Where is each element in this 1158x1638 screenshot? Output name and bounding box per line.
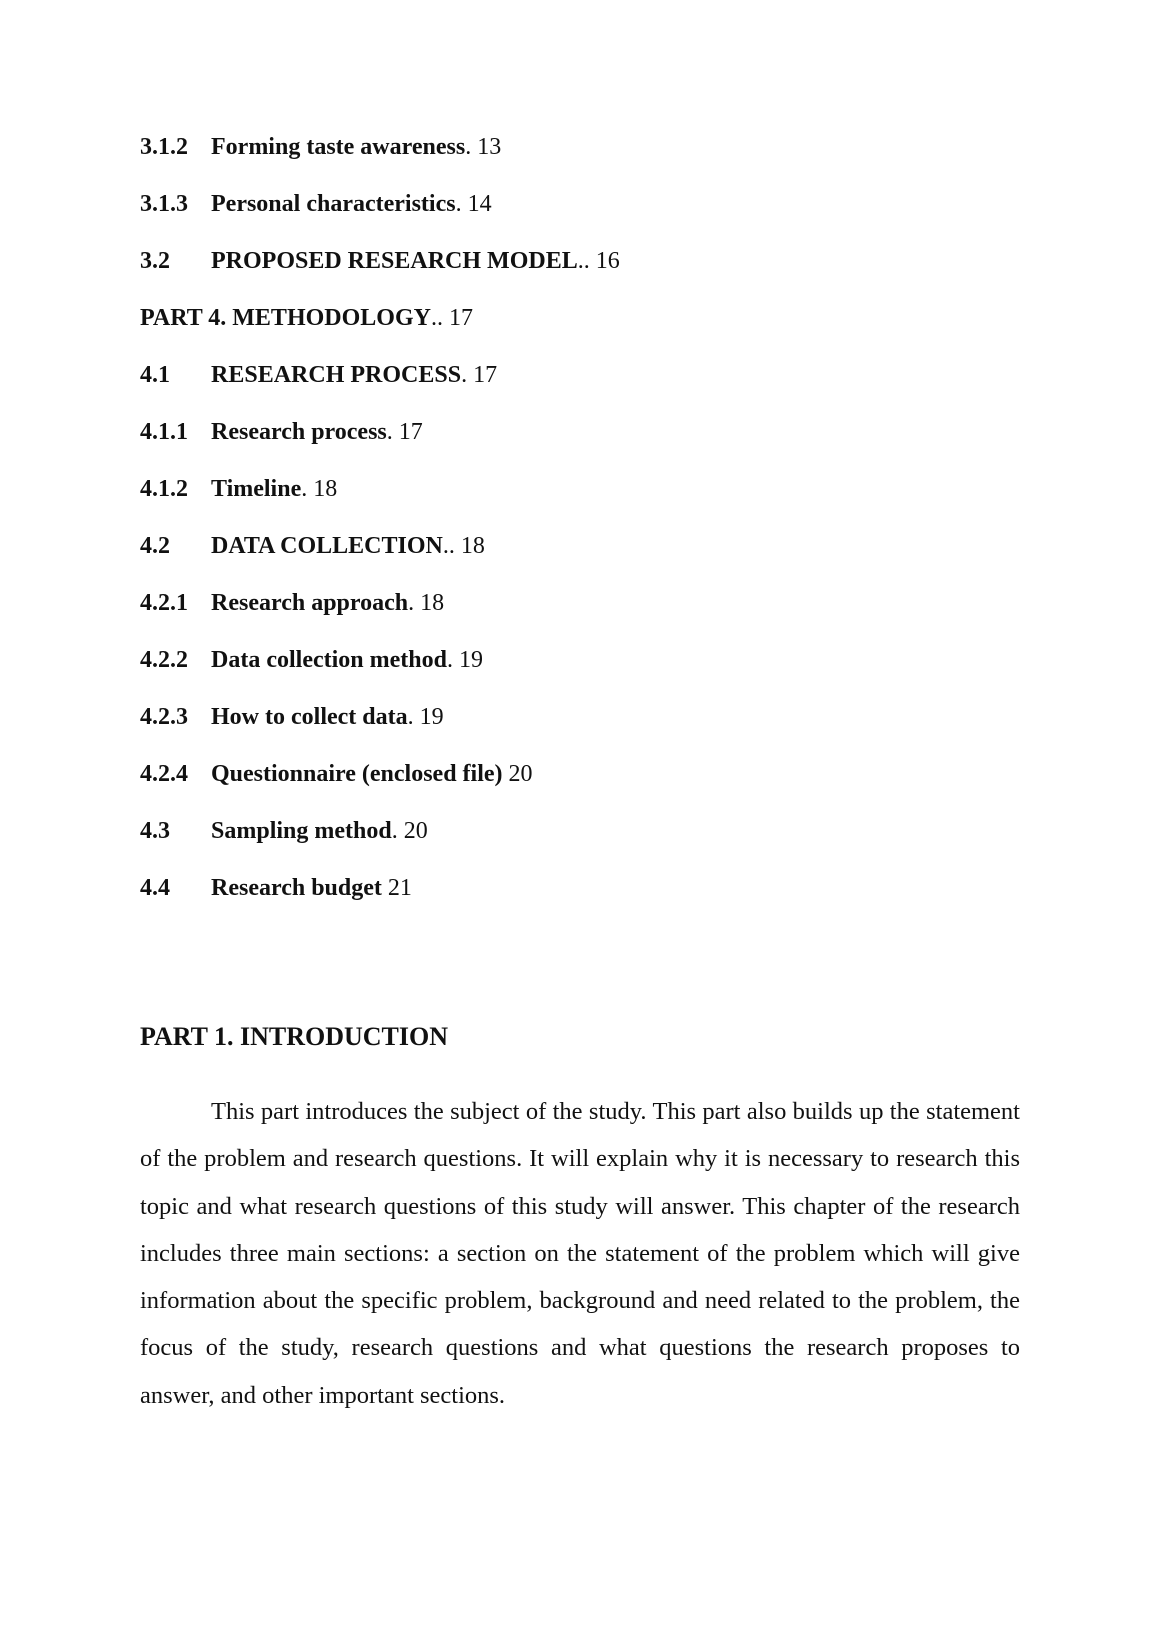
toc-entry-number: 4.2.1 bbox=[140, 590, 188, 616]
toc-entry[interactable] bbox=[140, 361, 1020, 418]
toc-entry-title: Sampling method bbox=[211, 818, 392, 844]
toc-entry[interactable] bbox=[140, 703, 1020, 760]
toc-entry-title: Research process bbox=[211, 419, 387, 445]
toc-entry-title: Data collection method bbox=[211, 647, 447, 673]
toc-entry-title: How to collect data bbox=[211, 704, 408, 730]
toc-entry-number: 4.1.1 bbox=[140, 419, 188, 445]
toc-entry-leader: . bbox=[386, 419, 399, 445]
toc-entry-leader: .. bbox=[442, 533, 461, 559]
toc-entry-page: 19 bbox=[419, 704, 444, 730]
toc-entry-title: Forming taste awareness bbox=[211, 134, 466, 160]
toc-entry-title: Research approach bbox=[211, 590, 409, 616]
toc-entry-title: Questionnaire (enclosed file) bbox=[211, 761, 503, 787]
toc-entry-number: 3.1.3 bbox=[140, 191, 188, 217]
toc-entry-page: 18 bbox=[313, 476, 338, 502]
toc-entry[interactable] bbox=[140, 304, 1020, 361]
toc-entry[interactable] bbox=[140, 760, 1020, 817]
toc-entry-title: PART 4. METHODOLOGY bbox=[140, 305, 431, 331]
toc-entry-leader: . bbox=[455, 191, 468, 217]
intro-paragraph: This part introduces the subject of the study. This part also builds up the statement of the problem and research questions. It will explain why it is necessary to research this topic and what research questions of this study will answer. This chapter of the research includes three main sections: a section on the statement of the problem which will give information about the specific problem, background and need related to the problem, the focus of the study, research questions and what questions the research proposes to answer, and other important sections. bbox=[140, 1098, 1020, 1409]
toc-entry-number: 3.2 bbox=[140, 248, 170, 274]
toc-entry-leader: . bbox=[461, 362, 474, 388]
toc-entry-leader: . bbox=[301, 476, 314, 502]
toc-entry-number: 4.1 bbox=[140, 362, 170, 388]
toc-entry-number: 4.2.3 bbox=[140, 704, 188, 730]
toc-entry-title: Personal characteristics bbox=[211, 191, 456, 217]
toc-entry-number: 4.1.2 bbox=[140, 476, 188, 502]
toc-entry-number: 4.3 bbox=[140, 818, 170, 844]
toc-entry[interactable] bbox=[140, 646, 1020, 703]
toc-entry[interactable] bbox=[140, 532, 1020, 589]
toc-entry-page: 16 bbox=[595, 248, 620, 274]
toc-entry-title: RESEARCH PROCESS bbox=[211, 362, 462, 388]
toc-entry-leader: . bbox=[446, 647, 459, 673]
toc-entry[interactable] bbox=[140, 817, 1020, 874]
toc-entry-title: Research budget bbox=[211, 875, 382, 901]
toc-entry-page: 21 bbox=[387, 875, 412, 901]
toc-entry-page: 14 bbox=[467, 191, 492, 217]
toc-entry-page: 17 bbox=[448, 305, 473, 331]
toc-entry-title: DATA COLLECTION bbox=[211, 533, 443, 559]
toc-entry-page: 13 bbox=[477, 134, 502, 160]
toc-entry-leader: . bbox=[391, 818, 404, 844]
toc-entry-page: 18 bbox=[420, 590, 445, 616]
table-of-contents bbox=[140, 133, 1020, 931]
toc-entry-number: 3.1.2 bbox=[140, 134, 188, 160]
toc-entry[interactable] bbox=[140, 190, 1020, 247]
toc-entry-leader: . bbox=[408, 590, 421, 616]
toc-entry-page: 20 bbox=[508, 761, 533, 787]
toc-entry-leader: .. bbox=[430, 305, 449, 331]
toc-entry[interactable] bbox=[140, 475, 1020, 532]
toc-entry-page: 17 bbox=[473, 362, 498, 388]
toc-entry-page: 18 bbox=[460, 533, 485, 559]
toc-entry-number: 4.2.2 bbox=[140, 647, 188, 673]
toc-entry[interactable] bbox=[140, 247, 1020, 304]
toc-entry-leader: . bbox=[465, 134, 478, 160]
toc-entry[interactable] bbox=[140, 589, 1020, 646]
toc-entry-number: 4.2 bbox=[140, 533, 170, 559]
toc-entry[interactable] bbox=[140, 133, 1020, 190]
toc-entry[interactable] bbox=[140, 418, 1020, 475]
toc-entry-page: 20 bbox=[403, 818, 428, 844]
toc-entry-number: 4.4 bbox=[140, 875, 170, 901]
toc-entry-title: Timeline bbox=[211, 476, 302, 502]
section-heading: PART 1. INTRODUCTION bbox=[140, 1022, 448, 1051]
toc-entry-leader: .. bbox=[577, 248, 596, 274]
toc-entry[interactable] bbox=[140, 874, 1020, 931]
toc-entry-title: PROPOSED RESEARCH MODEL bbox=[211, 248, 578, 274]
toc-entry-number: 4.2.4 bbox=[140, 761, 188, 787]
toc-entry-page: 19 bbox=[458, 647, 483, 673]
toc-entry-leader: . bbox=[407, 704, 420, 730]
toc-entry-page: 17 bbox=[398, 419, 423, 445]
